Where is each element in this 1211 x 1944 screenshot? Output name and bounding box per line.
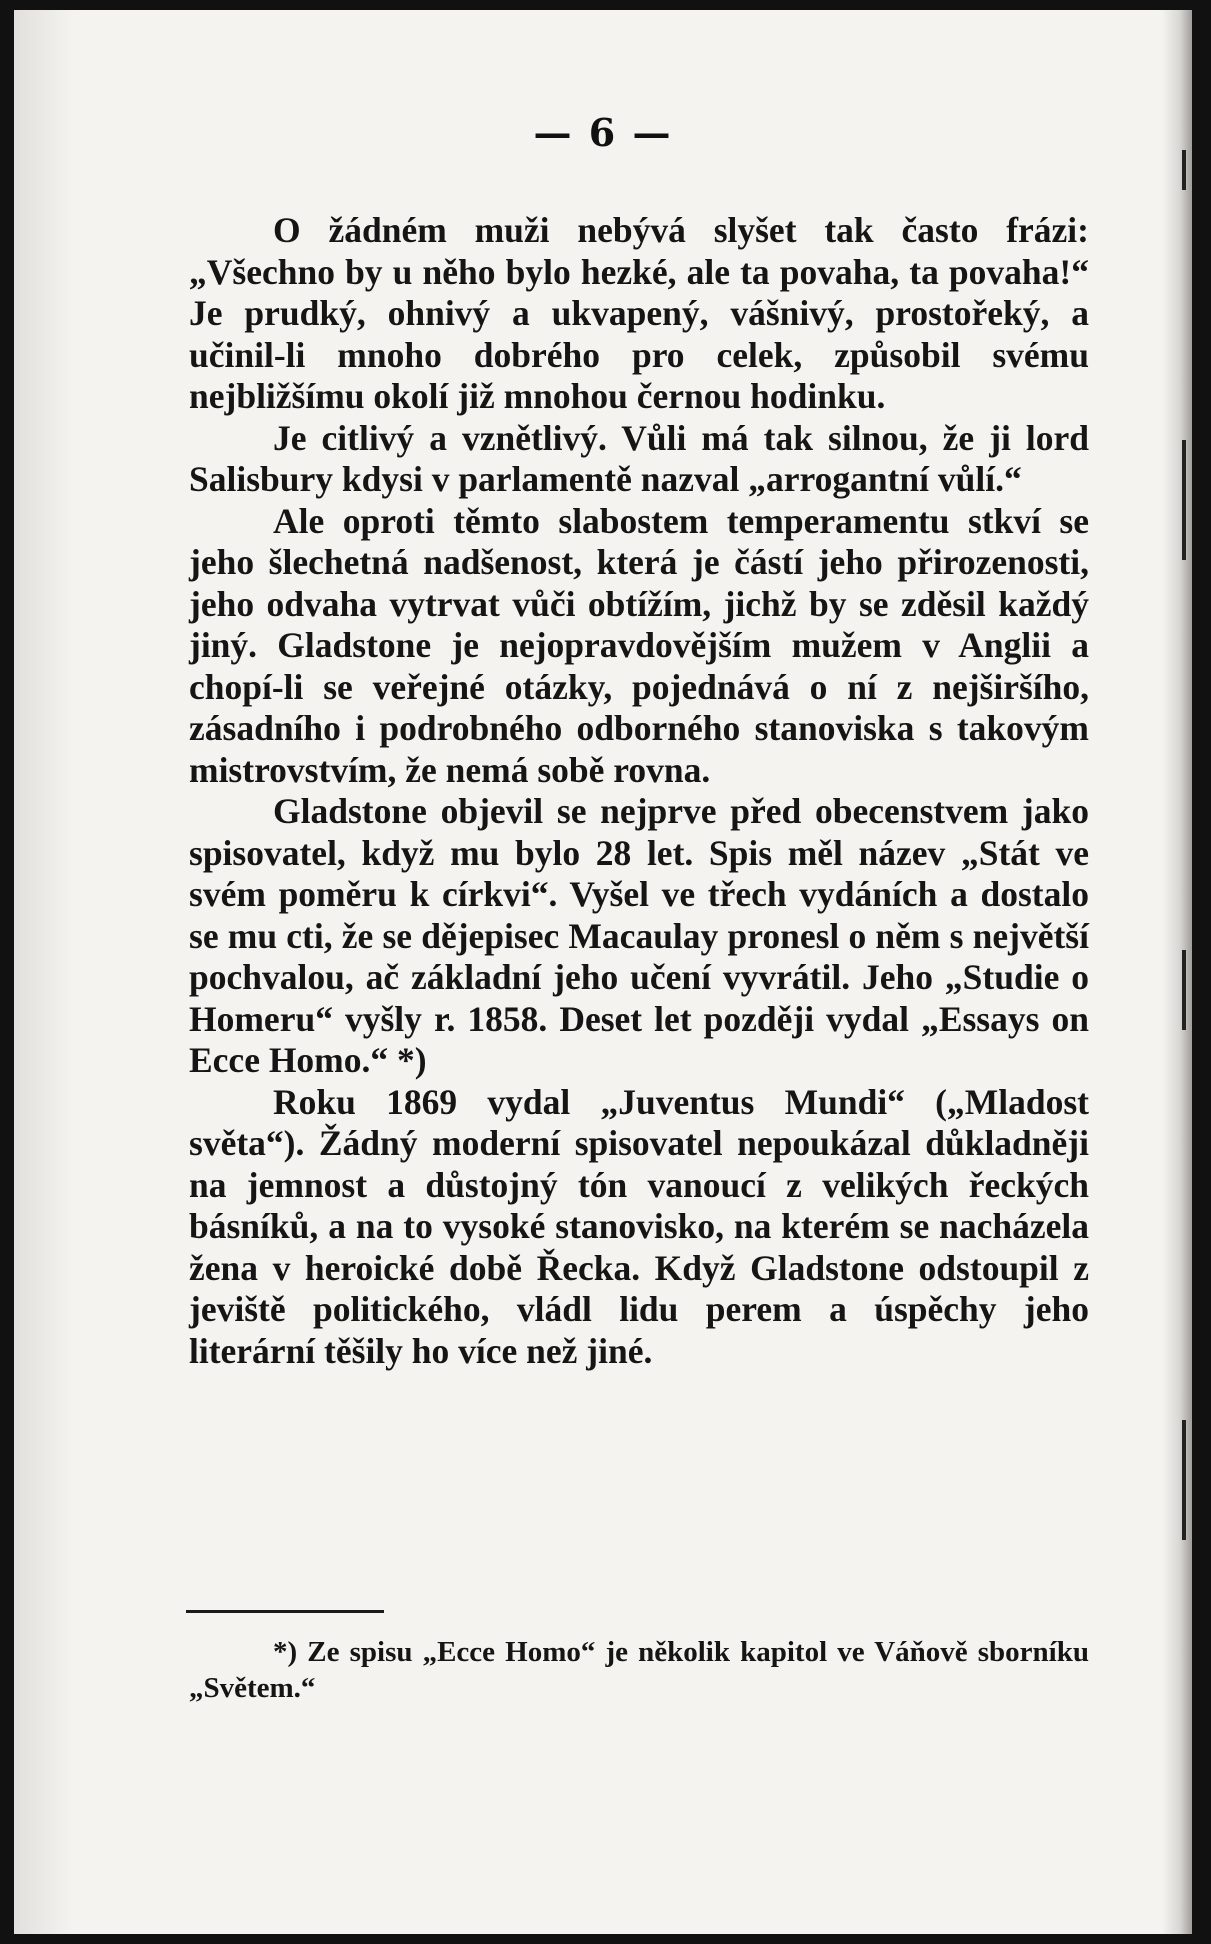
footnote: *) Ze spisu „Ecce Homo“ je několik kapitol ve Váňově sborníku „Světem.“ — [189, 1636, 1089, 1704]
paragraph: Je citlivý a vznětlivý. Vůli má tak silnou, že ji lord Salisbury kdysi v parlamentě nazval „arrogantní vůlí.“ — [189, 417, 1089, 499]
paragraph: Roku 1869 vydal „Juventus Mundi“ („Mladost světa“). Žádný moderní spisovatel nepoukázal důkladněji na jemnost a důstojný tón vanoucí z velikých řeckých básníků, a na to vysoké stanovisko, na kterém se nacházela žena v heroické době Řecka. Když Gladstone odstoupil z jeviště politického, vládl lidu perem a úspěchy jeho literární těšily ho více než jiné. — [189, 1081, 1089, 1371]
paragraph: O žádném muži nebývá slyšet tak často frázi: „Všechno by u něho bylo hezké, ale ta povaha, ta povaha!“ Je prudký, ohnivý a ukvapený, vášnivý, prostořeký, a učinil-li mnoho dobrého pro celek, způsobil svému nejbližšímu okolí již mnohou černou hodinku. — [189, 210, 1089, 416]
binding-edge-mark — [1182, 440, 1186, 560]
binding-edge-mark — [1182, 150, 1186, 190]
page-gutter-shadow — [1162, 10, 1192, 1934]
page-number: — 6 — — [533, 110, 673, 155]
body-text — [189, 210, 1089, 1372]
paragraph: Ale oproti těmto slabostem temperamentu stkví se jeho šlechetná nadšenost, která je částí jeho přirozenosti, jeho odvaha vytrvat vůči obtížím, jichž by se zděsil každý jiný. Gladstone je nejopravdovějším mužem v Anglii a chopí-li se veřejné otázky, pojednává o ní z nejširšího, zásadního i podrobného odborného stanoviska s takovým mistrovstvím, že nemá sobě rovna. — [189, 500, 1089, 790]
paragraph: Gladstone objevil se nejprve před obecenstvem jako spisovatel, když mu bylo 28 let. Spis měl název „Stát ve svém poměru k církvi“. Vyšel ve třech vydáních a dostalo se mu cti, že se dějepisec Macaulay pronesl o něm s největší pochvalou, ač základní jeho učení vyvrátil. Jeho „Studie o Homeru“ vyšly r. 1858. Deset let později vydal „Essays on Ecce Homo.“ *) — [189, 791, 1089, 1080]
binding-edge-mark — [1182, 950, 1186, 1030]
page-left-shadow — [14, 10, 74, 1934]
book-page — [14, 10, 1192, 1934]
binding-edge-mark — [1182, 1420, 1186, 1540]
footnote-divider — [186, 1610, 384, 1613]
